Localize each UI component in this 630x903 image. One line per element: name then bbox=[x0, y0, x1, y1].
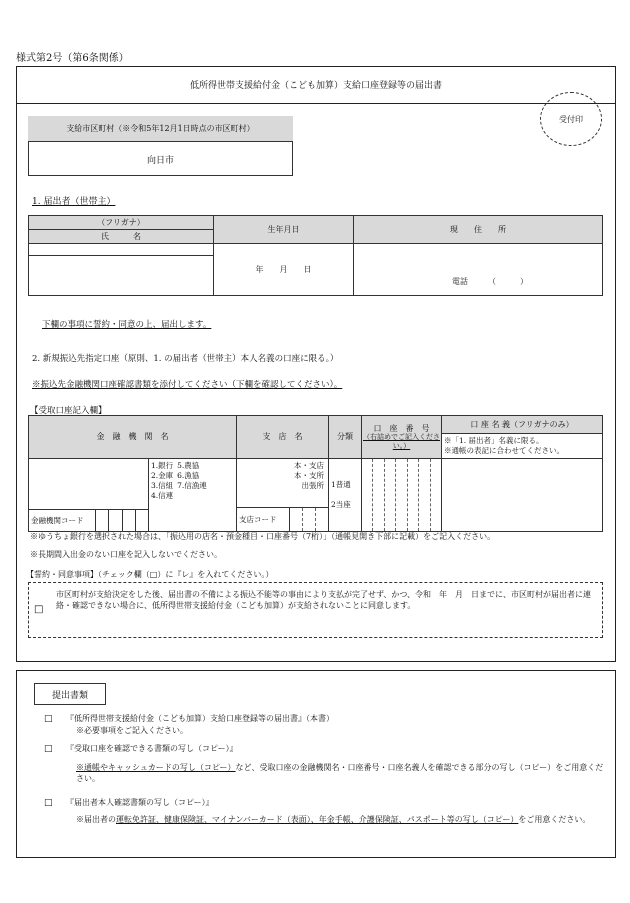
doc2-note bbox=[76, 763, 606, 785]
doc2-title: 『受取口座を確認できる書類の写し（コピー）』 bbox=[66, 744, 238, 753]
furigana-input[interactable] bbox=[29, 244, 214, 256]
address-input[interactable] bbox=[354, 244, 603, 296]
dob-header: 生年月日 bbox=[214, 216, 354, 244]
applicant-table bbox=[28, 215, 603, 296]
branch-code-cells[interactable] bbox=[289, 508, 328, 531]
long-unused-note: ※長期間入出金のない口座を記入しないでください。 bbox=[30, 550, 222, 559]
consent-heading: 【誓約・同意事項】（チェック欄（□）に『レ』を入れてください。） bbox=[26, 570, 274, 579]
branch-type-3: 出張所 bbox=[301, 480, 324, 490]
pledge-line: 下欄の事項に誓約・同意の上、届出します。 bbox=[42, 320, 212, 330]
section1-heading: 1. 届出者（世帯主） bbox=[32, 197, 116, 207]
bank-type-7: 7.信漁連 bbox=[177, 480, 207, 490]
form-number-label: 様式第2号（第6条関係） bbox=[16, 53, 129, 64]
bank-types-right bbox=[177, 461, 207, 502]
doc3-note-underlined: 運転免許証、健康保険証、マイナンバーカード（表面）、年金手帳、介護保険証、パスポート等の写し（コピー） bbox=[116, 815, 519, 824]
doc2-note-rest: など、受取口座の金融機関名・口座番号・口座名義人を確認できる部分の写し（コピー）をご用意ください。 bbox=[76, 763, 604, 783]
holder-note-1: ※「1. 届出者」名義に限る。 bbox=[444, 436, 544, 445]
branch-code-row bbox=[237, 507, 328, 531]
doc1-note: ※必要事項をご記入ください。 bbox=[76, 726, 188, 735]
bank-type-5: 5.農協 bbox=[177, 460, 200, 470]
holder-note-2: ※通帳の表記に合わせてください。 bbox=[444, 445, 564, 455]
branch-name-header: 支 店 名 bbox=[237, 416, 329, 459]
municipality-value: 向日市 bbox=[146, 155, 174, 166]
doc3-note-prefix: ※届出者の bbox=[76, 815, 116, 824]
name-header: 氏 名 bbox=[29, 230, 214, 244]
doc3-checkbox[interactable]: □ bbox=[44, 798, 53, 808]
bank-type-options[interactable] bbox=[149, 458, 237, 531]
section2-heading: 2. 新規振込先指定口座（原則、1. の届出者（世帯主）本人名義の口座に限る。） bbox=[32, 354, 339, 364]
holder-input[interactable] bbox=[442, 458, 603, 531]
doc3-note bbox=[76, 815, 606, 826]
dob-input[interactable]: 年 月 日 bbox=[214, 244, 354, 296]
account-number-header-line2: （右詰めでご記入ください。） bbox=[363, 433, 440, 450]
account-number-header bbox=[362, 416, 442, 459]
account-number-header-line1: 口 座 番 号 bbox=[373, 423, 430, 433]
bank-types-left bbox=[151, 461, 173, 502]
address-header: 現 住 所 bbox=[354, 216, 603, 244]
bank-name-header: 金 融 機 関 名 bbox=[29, 416, 237, 459]
account-type-2: 2当座 bbox=[331, 499, 351, 509]
consent-checkbox[interactable]: □ bbox=[34, 604, 44, 615]
doc3-title: 『届出者本人確認書類の写し（コピー）』 bbox=[66, 798, 214, 807]
reception-stamp-area: 受付印 bbox=[540, 92, 602, 146]
bank-type-6: 6.漁協 bbox=[177, 470, 200, 480]
holder-notes bbox=[442, 434, 602, 458]
account-type-1: 1普通 bbox=[331, 480, 351, 489]
doc2-checkbox[interactable]: □ bbox=[44, 744, 53, 754]
doc1-title: 『低所得世帯支援給付金（こども加算）支給口座登録等の届出書』（本書） bbox=[66, 714, 334, 723]
furigana-header: （フリガナ） bbox=[29, 216, 214, 230]
account-number-input[interactable] bbox=[362, 458, 442, 531]
branch-type-1: 本・支店 bbox=[294, 460, 324, 470]
branch-code-label: 支店コード bbox=[239, 514, 277, 524]
branch-name-input[interactable] bbox=[237, 458, 329, 531]
bank-type-4: 4.信連 bbox=[151, 490, 174, 500]
doc1-checkbox[interactable]: □ bbox=[44, 714, 53, 724]
account-doc-note: ※振込先金融機関口座確認書類を添付してください（下欄を確認してください）。 bbox=[32, 380, 343, 390]
bank-type-1: 1.銀行 bbox=[151, 460, 174, 470]
account-type-header: 分類 bbox=[329, 416, 362, 459]
phone-label: 電話 （ ） bbox=[452, 277, 528, 286]
bank-name-input[interactable] bbox=[29, 458, 149, 531]
holder-header bbox=[442, 416, 603, 459]
bank-code-row bbox=[29, 509, 148, 531]
form-title: 低所得世帯支援給付金（こども加算）支給口座登録等の届出書 bbox=[16, 66, 616, 104]
holder-header-label: 口 座 名 義（フリガナのみ） bbox=[442, 416, 602, 434]
doc3-note-rest: をご用意ください。 bbox=[518, 815, 591, 824]
yucho-note: ※ゆうちょ銀行を選択された場合は、「振込用の店名・預金種目・口座番号（7桁）」（通帳見開き下部に記載）をご記入ください。 bbox=[30, 532, 496, 541]
branch-type-2: 本・支所 bbox=[294, 470, 324, 480]
consent-text: 市区町村が支給決定をした後、届出書の不備による振込不能等の事由により支払が完了せず、かつ、令和 年 月 日までに、市区町村が届出者に連絡・確認できない場合に、低所得世帯支援給付金（こども加算）が支給されないことに同意します。 bbox=[56, 590, 592, 610]
account-table bbox=[28, 415, 603, 532]
bank-type-3: 3.信組 bbox=[151, 480, 174, 490]
bank-code-cells[interactable] bbox=[95, 510, 148, 531]
name-input[interactable] bbox=[29, 256, 214, 296]
municipality-header: 支給市区町村（※令和5年12月1日時点の市区町村） bbox=[28, 116, 293, 142]
account-type-options[interactable] bbox=[329, 458, 362, 531]
submission-docs-title: 提出書類 bbox=[34, 683, 106, 705]
bank-code-label: 金融機関コード bbox=[31, 515, 84, 525]
branch-type-options bbox=[237, 459, 328, 507]
doc2-note-underlined: ※通帳やキャッシュカードの写し（コピー） bbox=[76, 763, 236, 772]
receiving-account-label: 【受取口座記入欄】 bbox=[30, 406, 107, 416]
bank-type-2: 2.金庫 bbox=[151, 470, 174, 480]
